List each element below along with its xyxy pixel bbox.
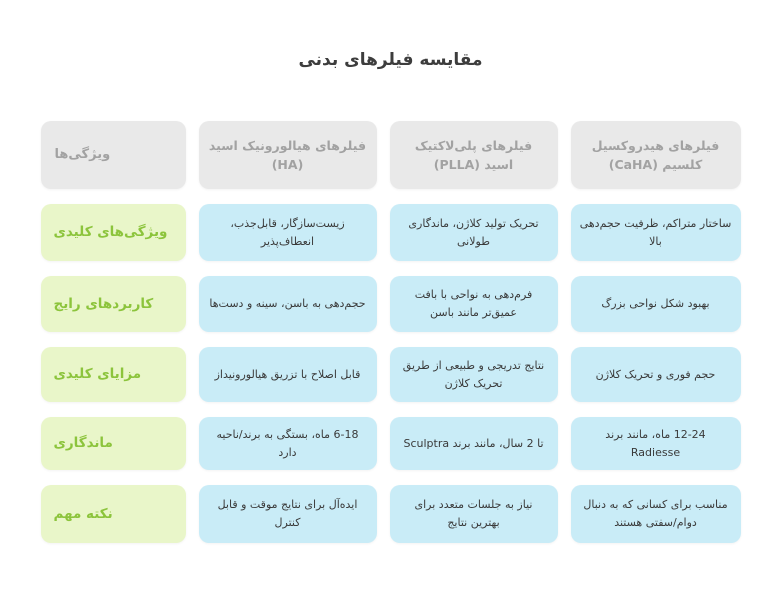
col-header-caha: فیلرهای هیدروکسیل کلسیم (CaHA) bbox=[571, 121, 741, 189]
cell-common-uses-caha: بهبود شکل نواحی بزرگ bbox=[571, 276, 741, 332]
comparison-table bbox=[41, 121, 741, 543]
cell-longevity-plla: تا 2 سال، مانند برند Sculptra bbox=[390, 417, 558, 470]
cell-key-features-ha: زیست‌سازگار، قابل‌جذب، انعطاف‌پذیر bbox=[199, 204, 377, 261]
cell-important-note-plla: نیاز به جلسات متعدد برای بهترین نتایج bbox=[390, 485, 558, 543]
col-header-ha: فیلرهای هیالورونیک اسید (HA) bbox=[199, 121, 377, 189]
cell-key-features-plla: تحریک تولید کلاژن، ماندگاری طولانی bbox=[390, 204, 558, 261]
cell-common-uses-ha: حجم‌دهی به باسن، سینه و دست‌ها bbox=[199, 276, 377, 332]
cell-key-benefits-plla: نتایج تدریجی و طبیعی از طریق تحریک کلاژن bbox=[390, 347, 558, 402]
cell-important-note-caha: مناسب برای کسانی که به دنبال دوام/سفتی هستند bbox=[571, 485, 741, 543]
cell-key-features-caha: ساختار متراکم، ظرفیت حجم‌دهی بالا bbox=[571, 204, 741, 261]
col-header-plla: فیلرهای پلی‌لاکتیک اسید (PLLA) bbox=[390, 121, 558, 189]
cell-key-benefits-caha: حجم فوری و تحریک کلاژن bbox=[571, 347, 741, 402]
row-label-longevity: ماندگاری bbox=[41, 417, 186, 470]
row-label-important-note: نکته مهم bbox=[41, 485, 186, 543]
cell-longevity-caha: 12-24 ماه، مانند برند Radiesse bbox=[571, 417, 741, 470]
row-label-common-uses: کاربردهای رایج bbox=[41, 276, 186, 332]
row-label-key-features: ویژگی‌های کلیدی bbox=[41, 204, 186, 261]
cell-longevity-ha: 6-18 ماه، بستگی به برند/ناحیه دارد bbox=[199, 417, 377, 470]
cell-common-uses-plla: فرم‌دهی به نواحی با بافت عمیق‌تر مانند باسن bbox=[390, 276, 558, 332]
page-title: مقایسه فیلرهای بدنی bbox=[298, 50, 483, 70]
row-label-key-benefits: مزایای کلیدی bbox=[41, 347, 186, 402]
cell-key-benefits-ha: قابل اصلاح با تزریق هیالورونیداز bbox=[199, 347, 377, 402]
corner-header-features: ویژگی‌ها bbox=[41, 121, 186, 189]
cell-important-note-ha: ایده‌آل برای نتایج موقت و قابل کنترل bbox=[199, 485, 377, 543]
